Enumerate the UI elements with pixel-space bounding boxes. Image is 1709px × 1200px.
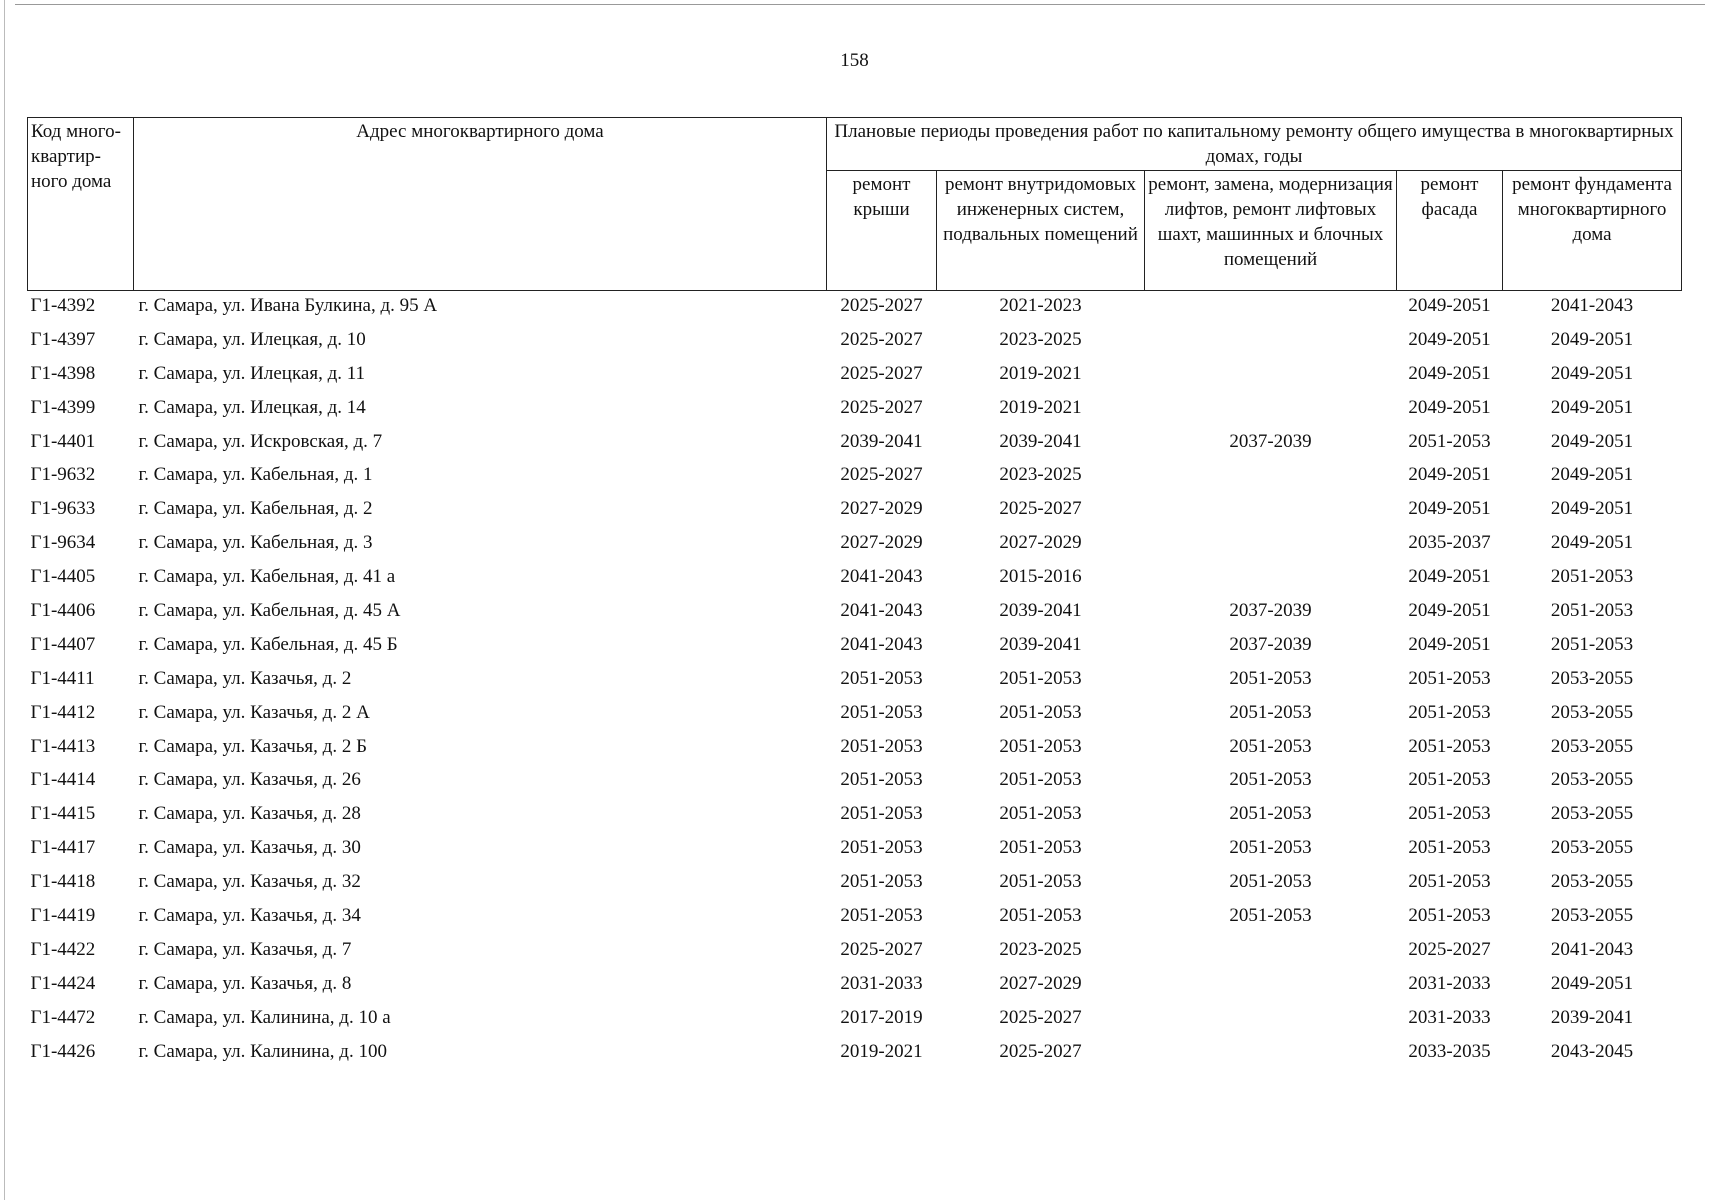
cell-facade: 2049-2051 xyxy=(1408,396,1491,418)
cell-foundation: 2049-2051 xyxy=(1550,464,1634,486)
cell-foundation: 2039-2041 xyxy=(1550,1006,1634,1028)
table-row xyxy=(28,363,1682,397)
cell-roof: 2051-2053 xyxy=(840,871,923,893)
cell-systems: 2027-2029 xyxy=(999,532,1082,554)
cell-roof: 2039-2041 xyxy=(840,430,923,452)
cell-foundation: 2051-2053 xyxy=(1550,566,1634,588)
cell-facade: 2051-2053 xyxy=(1408,803,1491,825)
cell-facade: 2051-2053 xyxy=(1408,871,1491,893)
cell-roof: 2051-2053 xyxy=(840,735,923,757)
cell-code: Г1-4406 xyxy=(30,600,96,622)
cell-address: г. Самара, ул. Илецкая, д. 14 xyxy=(138,396,366,418)
cell-foundation: 2041-2043 xyxy=(1550,295,1634,316)
cell-facade: 2051-2053 xyxy=(1408,701,1491,723)
cell-roof: 2017-2019 xyxy=(840,1006,923,1028)
cell-roof: 2041-2043 xyxy=(840,600,923,622)
table-row xyxy=(28,1041,1682,1075)
cell-facade: 2049-2051 xyxy=(1408,295,1491,316)
table-row xyxy=(28,803,1682,837)
cell-facade: 2031-2033 xyxy=(1408,972,1491,994)
cell-lifts: 2051-2053 xyxy=(1229,769,1312,791)
cell-roof: 2025-2027 xyxy=(840,295,923,316)
cell-code: Г1-4417 xyxy=(30,837,96,859)
cell-code: Г1-4414 xyxy=(30,769,96,791)
cell-roof: 2025-2027 xyxy=(840,328,923,350)
cell-lifts xyxy=(1145,464,1397,498)
cell-address: г. Самара, ул. Ивана Булкина, д. 95 А xyxy=(138,295,438,316)
cell-foundation: 2049-2051 xyxy=(1550,396,1634,418)
cell-code: Г1-9632 xyxy=(30,464,96,486)
cell-roof: 2025-2027 xyxy=(840,396,923,418)
table-row xyxy=(28,668,1682,702)
cell-address: г. Самара, ул. Кабельная, д. 45 А xyxy=(138,600,401,622)
cell-code: Г1-4405 xyxy=(30,566,96,588)
cell-address: г. Самара, ул. Казачья, д. 2 А xyxy=(138,701,370,723)
table-row xyxy=(28,634,1682,668)
table-row xyxy=(28,736,1682,770)
cell-roof: 2051-2053 xyxy=(840,667,923,689)
table-row xyxy=(28,702,1682,736)
cell-code: Г1-9634 xyxy=(30,532,96,554)
cell-systems: 2051-2053 xyxy=(999,769,1082,791)
cell-address: г. Самара, ул. Калинина, д. 100 xyxy=(138,1040,387,1062)
cell-foundation: 2049-2051 xyxy=(1550,532,1634,554)
table-row xyxy=(28,837,1682,871)
cell-systems: 2015-2016 xyxy=(999,566,1082,588)
cell-address: г. Самара, ул. Илецкая, д. 10 xyxy=(138,328,366,350)
cell-code: Г1-4472 xyxy=(30,1006,96,1028)
cell-lifts xyxy=(1145,291,1397,329)
cell-lifts: 2051-2053 xyxy=(1229,701,1312,723)
table-row xyxy=(28,464,1682,498)
cell-systems: 2025-2027 xyxy=(999,1040,1082,1062)
cell-systems: 2023-2025 xyxy=(999,328,1082,350)
repair-schedule-table xyxy=(27,117,1682,1074)
header-planned-periods: Плановые периоды проведения работ по капитальному ремонту общего имущества в многоквартирных домах, годы xyxy=(827,118,1682,171)
cell-address: г. Самара, ул. Калинина, д. 10 а xyxy=(138,1006,391,1028)
cell-systems: 2039-2041 xyxy=(999,430,1082,452)
cell-foundation: 2041-2043 xyxy=(1550,938,1634,960)
cell-lifts xyxy=(1145,973,1397,1007)
cell-facade: 2051-2053 xyxy=(1408,837,1491,859)
cell-roof: 2027-2029 xyxy=(840,532,923,554)
cell-roof: 2027-2029 xyxy=(840,498,923,520)
cell-address: г. Самара, ул. Кабельная, д. 41 а xyxy=(138,566,396,588)
cell-systems: 2021-2023 xyxy=(999,295,1082,316)
header-facade: ремонт фасада xyxy=(1397,171,1503,291)
cell-code: Г1-4413 xyxy=(30,735,96,757)
table-row xyxy=(28,566,1682,600)
table-row xyxy=(28,498,1682,532)
table-row xyxy=(28,532,1682,566)
cell-foundation: 2053-2055 xyxy=(1550,701,1634,723)
cell-systems: 2025-2027 xyxy=(999,498,1082,520)
table-header xyxy=(28,118,1682,291)
cell-address: г. Самара, ул. Казачья, д. 32 xyxy=(138,871,361,893)
top-scan-rule xyxy=(15,4,1705,5)
cell-systems: 2025-2027 xyxy=(999,1006,1082,1028)
cell-facade: 2033-2035 xyxy=(1408,1040,1491,1062)
cell-facade: 2049-2051 xyxy=(1408,498,1491,520)
cell-address: г. Самара, ул. Казачья, д. 28 xyxy=(138,803,361,825)
cell-systems: 2039-2041 xyxy=(999,633,1082,655)
cell-roof: 2041-2043 xyxy=(840,566,923,588)
cell-systems: 2023-2025 xyxy=(999,464,1082,486)
cell-roof: 2025-2027 xyxy=(840,464,923,486)
cell-code: Г1-4424 xyxy=(30,972,96,994)
table-row xyxy=(28,1007,1682,1041)
cell-systems: 2019-2021 xyxy=(999,362,1082,384)
cell-roof: 2025-2027 xyxy=(840,938,923,960)
cell-address: г. Самара, ул. Казачья, д. 26 xyxy=(138,769,361,791)
cell-lifts: 2037-2039 xyxy=(1229,633,1312,655)
cell-facade: 2031-2033 xyxy=(1408,1006,1491,1028)
cell-lifts: 2051-2053 xyxy=(1229,837,1312,859)
cell-systems: 2027-2029 xyxy=(999,972,1082,994)
cell-facade: 2051-2053 xyxy=(1408,769,1491,791)
cell-foundation: 2051-2053 xyxy=(1550,633,1634,655)
cell-code: Г1-9633 xyxy=(30,498,96,520)
table-row xyxy=(28,769,1682,803)
cell-address: г. Самара, ул. Казачья, д. 8 xyxy=(138,972,352,994)
cell-address: г. Самара, ул. Кабельная, д. 2 xyxy=(138,498,373,520)
table-row xyxy=(28,329,1682,363)
cell-code: Г1-4392 xyxy=(30,295,96,316)
cell-code: Г1-4411 xyxy=(30,667,95,689)
cell-facade: 2051-2053 xyxy=(1408,667,1491,689)
cell-lifts xyxy=(1145,939,1397,973)
cell-foundation: 2053-2055 xyxy=(1550,769,1634,791)
cell-foundation: 2049-2051 xyxy=(1550,362,1634,384)
cell-code: Г1-4399 xyxy=(30,396,96,418)
cell-lifts: 2051-2053 xyxy=(1229,667,1312,689)
cell-facade: 2025-2027 xyxy=(1408,938,1491,960)
cell-foundation: 2051-2053 xyxy=(1550,600,1634,622)
cell-systems: 2039-2041 xyxy=(999,600,1082,622)
cell-code: Г1-4415 xyxy=(30,803,96,825)
cell-systems: 2051-2053 xyxy=(999,871,1082,893)
cell-roof: 2051-2053 xyxy=(840,769,923,791)
cell-code: Г1-4422 xyxy=(30,938,96,960)
cell-code: Г1-4419 xyxy=(30,905,96,927)
cell-address: г. Самара, ул. Казачья, д. 30 xyxy=(138,837,361,859)
cell-address: г. Самара, ул. Кабельная, д. 1 xyxy=(138,464,373,486)
header-engineering-systems: ремонт внутридомовых инженерных систем, подвальных помещений xyxy=(937,171,1145,291)
cell-foundation: 2049-2051 xyxy=(1550,498,1634,520)
cell-systems: 2051-2053 xyxy=(999,905,1082,927)
cell-lifts: 2051-2053 xyxy=(1229,871,1312,893)
cell-address: г. Самара, ул. Казачья, д. 2 xyxy=(138,667,352,689)
cell-code: Г1-4398 xyxy=(30,362,96,384)
cell-foundation: 2053-2055 xyxy=(1550,735,1634,757)
header-roof: ремонт крыши xyxy=(827,171,937,291)
cell-lifts: 2051-2053 xyxy=(1229,735,1312,757)
cell-code: Г1-4401 xyxy=(30,430,96,452)
cell-systems: 2023-2025 xyxy=(999,938,1082,960)
cell-facade: 2049-2051 xyxy=(1408,633,1491,655)
cell-code: Г1-4426 xyxy=(30,1040,96,1062)
cell-foundation: 2053-2055 xyxy=(1550,803,1634,825)
cell-lifts xyxy=(1145,1041,1397,1075)
cell-foundation: 2049-2051 xyxy=(1550,430,1634,452)
cell-roof: 2031-2033 xyxy=(840,972,923,994)
header-row-top xyxy=(28,118,1682,171)
cell-systems: 2051-2053 xyxy=(999,701,1082,723)
cell-code: Г1-4412 xyxy=(30,701,96,723)
cell-address: г. Самара, ул. Казачья, д. 34 xyxy=(138,905,361,927)
cell-facade: 2051-2053 xyxy=(1408,735,1491,757)
cell-lifts: 2037-2039 xyxy=(1229,430,1312,452)
cell-facade: 2035-2037 xyxy=(1408,532,1491,554)
cell-code: Г1-4397 xyxy=(30,328,96,350)
header-lifts: ремонт, замена, модернизация лифтов, ремонт лифтовых шахт, машинных и блочных помещений xyxy=(1145,171,1397,291)
cell-lifts xyxy=(1145,1007,1397,1041)
cell-foundation: 2049-2051 xyxy=(1550,328,1634,350)
table-row xyxy=(28,600,1682,634)
cell-facade: 2051-2053 xyxy=(1408,430,1491,452)
cell-roof: 2025-2027 xyxy=(840,362,923,384)
table-row xyxy=(28,291,1682,329)
cell-code: Г1-4407 xyxy=(30,633,96,655)
cell-foundation: 2053-2055 xyxy=(1550,837,1634,859)
cell-systems: 2051-2053 xyxy=(999,803,1082,825)
cell-facade: 2049-2051 xyxy=(1408,328,1491,350)
page-number: 158 xyxy=(840,50,869,71)
cell-address: г. Самара, ул. Кабельная, д. 3 xyxy=(138,532,373,554)
cell-foundation: 2053-2055 xyxy=(1550,667,1634,689)
cell-lifts xyxy=(1145,498,1397,532)
cell-facade: 2051-2053 xyxy=(1408,905,1491,927)
cell-lifts xyxy=(1145,329,1397,363)
cell-roof: 2051-2053 xyxy=(840,701,923,723)
table-body xyxy=(28,291,1682,1075)
table-row xyxy=(28,939,1682,973)
cell-foundation: 2049-2051 xyxy=(1550,972,1634,994)
cell-foundation: 2043-2045 xyxy=(1550,1040,1634,1062)
cell-facade: 2049-2051 xyxy=(1408,600,1491,622)
table-row xyxy=(28,431,1682,465)
cell-lifts: 2037-2039 xyxy=(1229,600,1312,622)
cell-systems: 2019-2021 xyxy=(999,396,1082,418)
cell-address: г. Самара, ул. Казачья, д. 7 xyxy=(138,938,352,960)
cell-roof: 2051-2053 xyxy=(840,837,923,859)
cell-facade: 2049-2051 xyxy=(1408,362,1491,384)
cell-systems: 2051-2053 xyxy=(999,837,1082,859)
cell-foundation: 2053-2055 xyxy=(1550,871,1634,893)
table-row xyxy=(28,871,1682,905)
header-address: Адрес многоквартирного дома xyxy=(134,118,827,291)
cell-lifts xyxy=(1145,566,1397,600)
cell-roof: 2051-2053 xyxy=(840,905,923,927)
cell-facade: 2049-2051 xyxy=(1408,464,1491,486)
cell-address: г. Самара, ул. Кабельная, д. 45 Б xyxy=(138,633,398,655)
cell-lifts xyxy=(1145,363,1397,397)
header-code: Код много-квартир-ного дома xyxy=(28,118,134,291)
cell-lifts xyxy=(1145,532,1397,566)
left-scan-rule xyxy=(4,0,5,1200)
cell-roof: 2019-2021 xyxy=(840,1040,923,1062)
cell-lifts xyxy=(1145,397,1397,431)
cell-roof: 2051-2053 xyxy=(840,803,923,825)
cell-address: г. Самара, ул. Илецкая, д. 11 xyxy=(138,362,366,384)
cell-roof: 2041-2043 xyxy=(840,633,923,655)
cell-facade: 2049-2051 xyxy=(1408,566,1491,588)
header-foundation: ремонт фундамента многоквартирного дома xyxy=(1503,171,1682,291)
cell-systems: 2051-2053 xyxy=(999,735,1082,757)
cell-systems: 2051-2053 xyxy=(999,667,1082,689)
table-row xyxy=(28,973,1682,1007)
cell-foundation: 2053-2055 xyxy=(1550,905,1634,927)
table-row xyxy=(28,905,1682,939)
cell-address: г. Самара, ул. Казачья, д. 2 Б xyxy=(138,735,367,757)
cell-code: Г1-4418 xyxy=(30,871,96,893)
cell-lifts: 2051-2053 xyxy=(1229,905,1312,927)
cell-lifts: 2051-2053 xyxy=(1229,803,1312,825)
table-row xyxy=(28,397,1682,431)
cell-address: г. Самара, ул. Искровская, д. 7 xyxy=(138,430,383,452)
